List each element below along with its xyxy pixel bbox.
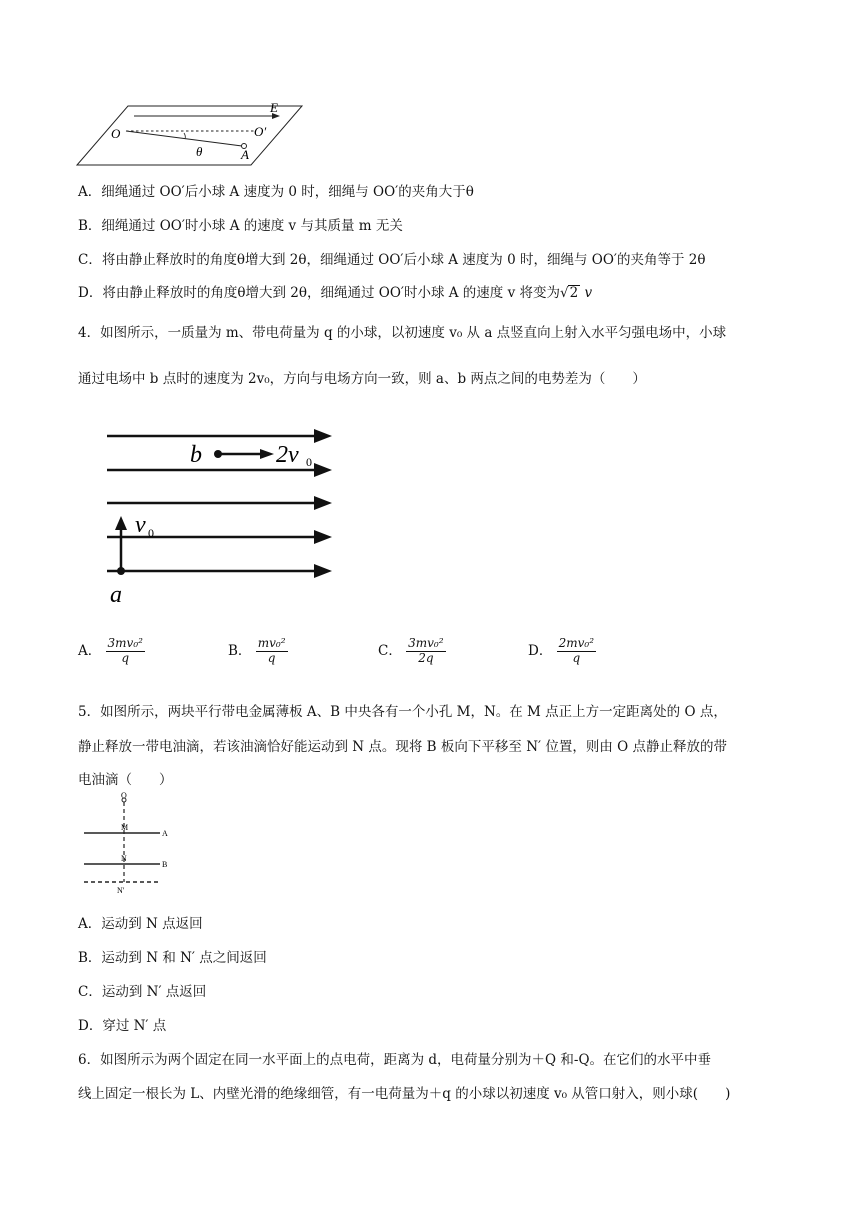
option-letter: B． xyxy=(78,950,102,966)
label-N: N xyxy=(121,854,127,863)
label-v0-sub: 0 xyxy=(148,526,154,540)
option-text: 运动到 N 点返回 xyxy=(101,916,203,932)
label-N-prime: N′ xyxy=(117,886,125,895)
parallel-plates-figure xyxy=(80,790,180,898)
label-2v-sub: 0 xyxy=(306,455,312,469)
fraction-denominator: q xyxy=(267,650,276,665)
label-theta: θ xyxy=(196,144,203,159)
q3-option-a xyxy=(78,180,474,200)
option-letter: A． xyxy=(78,916,102,932)
option-letter: C． xyxy=(78,252,102,268)
q5-stem-line1: 5．如图所示，两块平行带电金属薄板 A、B 中央各有一个小孔 M，N。在 M 点正上方一定距离处的 O 点， xyxy=(78,704,727,720)
option-letter: C． xyxy=(378,642,402,659)
fraction-numerator: 3mv₀² xyxy=(408,636,444,650)
label-b: b xyxy=(190,442,202,468)
q3-option-b xyxy=(78,214,403,234)
q5-stem-line3: 电油滴（ ） xyxy=(78,772,173,788)
fraction-numerator: 3mv₀² xyxy=(107,636,143,650)
label-A: A xyxy=(162,829,168,838)
option-letter: C． xyxy=(78,984,102,1000)
q5-option-d xyxy=(78,1014,166,1034)
option-text: 细绳通过 OO′后小球 A 速度为 0 时，细绳与 OO′的夹角大于θ xyxy=(101,184,474,200)
label-A: A xyxy=(241,147,249,162)
option-fraction xyxy=(406,637,445,666)
label-v0: v xyxy=(135,512,146,538)
q6-stem-line1: 6．如图所示为两个固定在同一水平面上的点电荷，距离为 d，电荷量分别为＋Q 和-Q。在它们的水平中垂 xyxy=(78,1052,712,1068)
q6-stem-line2: 线上固定一根长为 L、内壁光滑的绝缘细管，有一电荷量为＋q 的小球以初速度 v₀ 从管口射入，则小球( ) xyxy=(78,1086,731,1102)
option-fraction xyxy=(256,637,288,666)
option-letter: D． xyxy=(78,285,103,301)
label-a: a xyxy=(110,582,122,608)
option-text: 细绳通过 OO′时小球 A 的速度 v 与其质量 m 无关 xyxy=(101,218,403,234)
q5-option-b xyxy=(78,946,267,966)
label-M: M xyxy=(121,823,129,832)
q5-option-c xyxy=(78,980,206,1000)
label-O-prime: O′ xyxy=(254,124,267,139)
option-text: 将由静止释放时的角度θ增大到 2θ，细绳通过 OO′时小球 A 的速度 v 将变为 xyxy=(102,285,560,301)
label-O: O xyxy=(111,126,121,141)
option-letter: A． xyxy=(78,642,102,659)
q4-option-b xyxy=(228,637,288,666)
q4-option-d xyxy=(528,637,596,666)
option-letter: A． xyxy=(78,184,102,200)
q5-option-a xyxy=(78,912,203,932)
label-E: E xyxy=(270,100,278,115)
option-text: 穿过 N′ 点 xyxy=(102,1018,167,1034)
q3-option-d xyxy=(78,281,592,301)
sqrt-sign: √ xyxy=(560,285,569,301)
option-letter: B． xyxy=(228,642,252,659)
sqrt-value: 2 xyxy=(569,285,579,301)
label-2v: 2v xyxy=(276,442,299,468)
option-fraction xyxy=(106,637,145,666)
option-text-tail: v xyxy=(580,285,593,301)
q3-option-c xyxy=(78,248,705,268)
label-B: B xyxy=(162,860,168,869)
option-letter: D． xyxy=(78,1018,103,1034)
q5-stem-line2: 静止释放一带电油滴，若该油滴恰好能运动到 N 点。现将 B 板向下平移至 N′ 位置，则由 O 点静止释放的带 xyxy=(78,739,728,755)
q4-stem-line1: 4．如图所示，一质量为 m、带电荷量为 q 的小球，以初速度 v₀ 从 a 点竖直向上射入水平匀强电场中，小球 xyxy=(78,325,727,341)
fraction-numerator: 2mv₀² xyxy=(558,636,595,650)
fraction-denominator: q xyxy=(572,650,581,665)
option-letter: D． xyxy=(528,642,553,659)
q4-stem-line2: 通过电场中 b 点时的速度为 2v₀，方向与电场方向一致，则 a、b 两点之间的电势差为（ ） xyxy=(78,371,646,387)
fraction-denominator: 2q xyxy=(418,650,434,665)
fraction-numerator: mv₀² xyxy=(257,636,286,650)
option-fraction xyxy=(557,637,596,666)
option-text: 将由静止释放时的角度θ增大到 2θ，细绳通过 OO′后小球 A 速度为 0 时，细绳与 OO′的夹角等于 2θ xyxy=(101,252,706,268)
fraction-denominator: q xyxy=(121,650,130,665)
option-letter: B． xyxy=(78,218,102,234)
field-plane-figure xyxy=(76,98,308,168)
option-text: 运动到 N′ 点返回 xyxy=(101,984,207,1000)
option-text: 运动到 N 和 N′ 点之间返回 xyxy=(101,950,267,966)
q4-option-c xyxy=(378,637,446,666)
q4-option-a xyxy=(78,637,145,666)
label-O: O xyxy=(121,791,127,800)
uniform-field-figure xyxy=(100,420,340,610)
